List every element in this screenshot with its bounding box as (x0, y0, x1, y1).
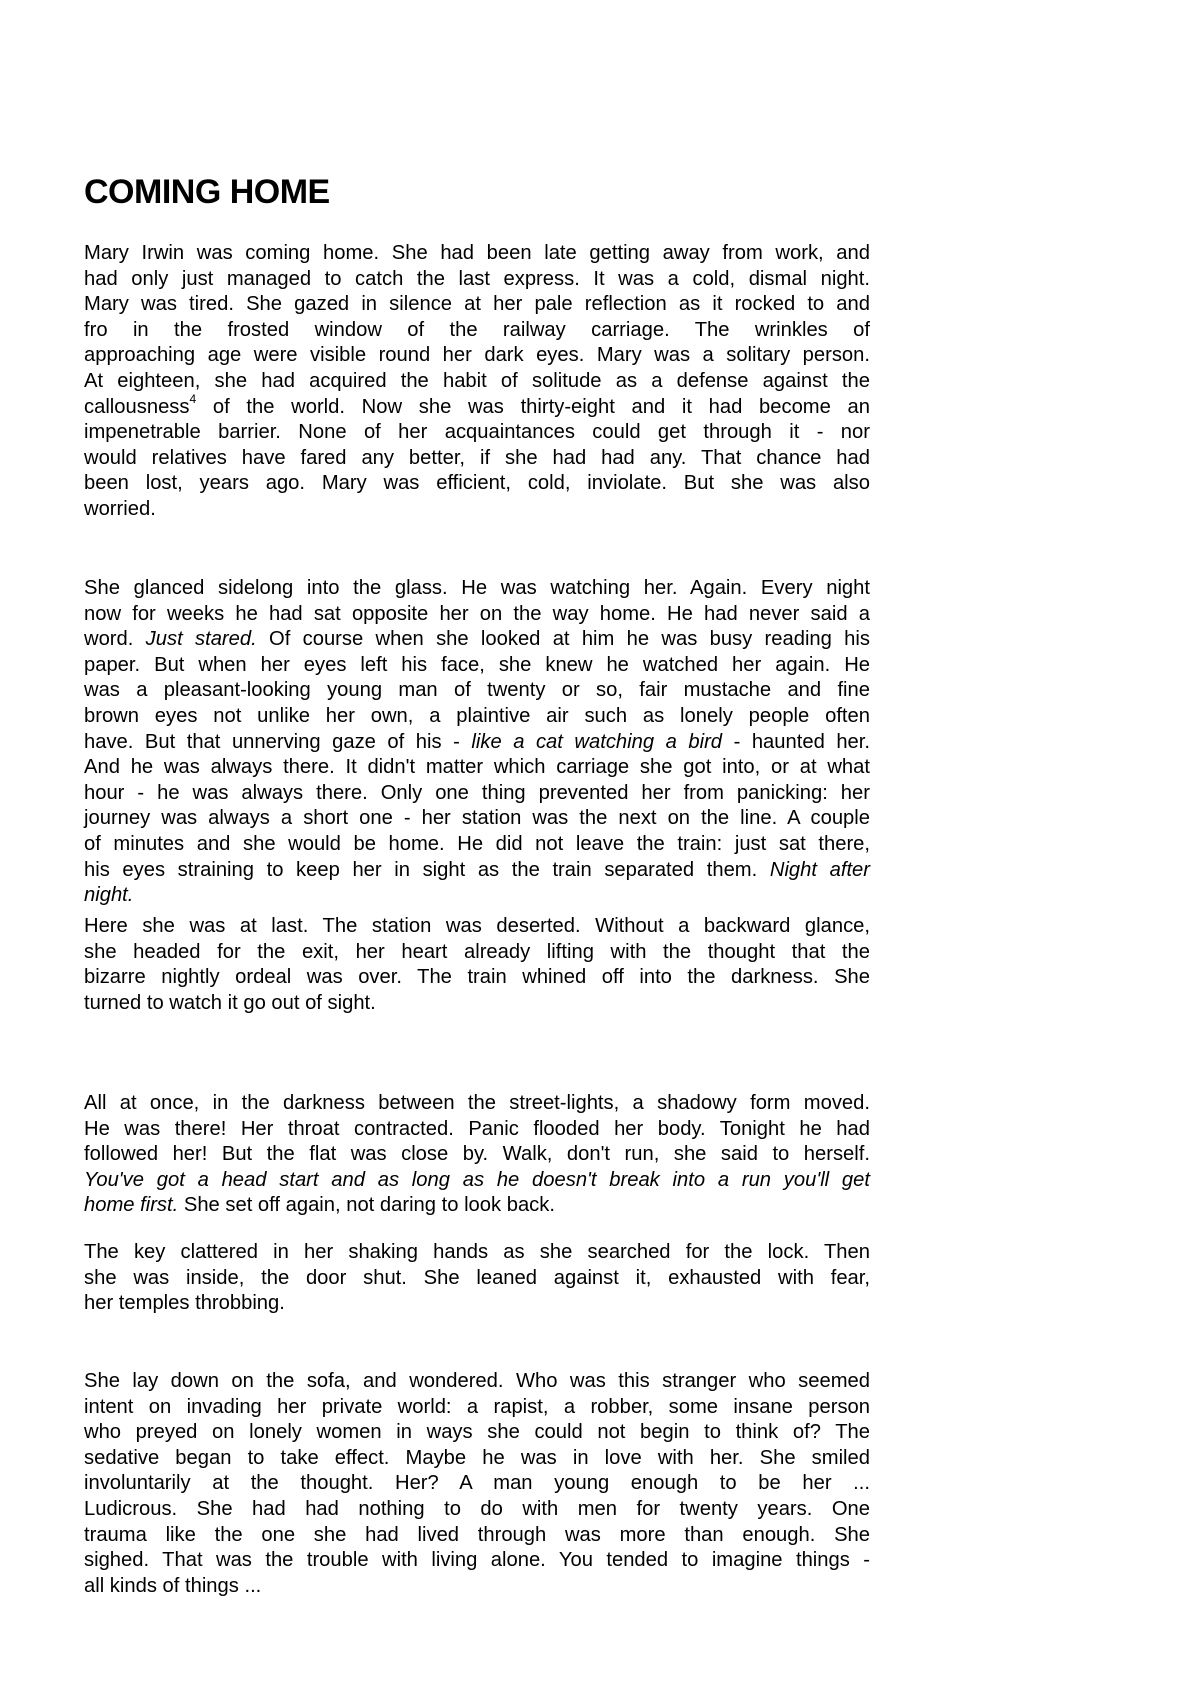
text-line (84, 602, 870, 628)
line-text: had only just managed to catch the last express. It was a cold, dismal night. (84, 267, 870, 290)
text-line (84, 1523, 870, 1549)
text-line (84, 781, 870, 807)
paragraph-4 (84, 1091, 870, 1219)
line-text: Ludicrous. She had had nothing to do with men for twenty years. One (84, 1497, 870, 1520)
line-text: she was inside, the door shut. She leaned against it, exhausted with fear, (84, 1266, 870, 1289)
text-line (84, 1420, 870, 1446)
text-line (84, 369, 870, 395)
text-line (84, 1471, 870, 1497)
text-line (84, 806, 870, 832)
line-text: journey was always a short one - her station was the next on the line. A couple (84, 807, 870, 830)
line-text: her temples throbbing. (84, 1292, 285, 1315)
text-line (84, 1291, 870, 1317)
line-text: now for weeks he had sat opposite her on the way home. He had never said a (84, 602, 870, 625)
text-line (84, 420, 870, 446)
story-title: COMING HOME (84, 173, 330, 211)
text-line (84, 914, 870, 940)
text-line (84, 471, 870, 497)
line-text: He was there! Her throat contracted. Panic flooded her body. Tonight he had (84, 1117, 870, 1140)
text-line (84, 241, 870, 267)
text-line (84, 832, 870, 858)
line-text: paper. But when her eyes left his face, she knew he watched her again. He (84, 653, 870, 676)
text-line (84, 1497, 870, 1523)
text-line (84, 1369, 870, 1395)
line-text: sedative began to take effect. Maybe he was in love with her. She smiled (84, 1446, 870, 1469)
line-text: approaching age were visible round her dark eyes. Mary was a solitary person. (84, 344, 870, 367)
line-text: trauma like the one she had lived through was more than enough. She (84, 1523, 870, 1546)
line-text: Of course when she looked at him he was busy reading his (256, 628, 870, 651)
line-text: hour - he was always there. Only one thing prevented her from panicking: her (84, 781, 870, 804)
line-text: Mary was tired. She gazed in silence at her pale reflection as it rocked to and (84, 293, 870, 316)
text-line (84, 1266, 870, 1292)
text-line (84, 940, 870, 966)
line-text: callousness (84, 395, 190, 418)
text-line (84, 1193, 870, 1219)
paragraph-1 (84, 241, 870, 523)
line-text: she headed for the exit, her heart already lifting with the thought that the (84, 940, 870, 963)
italic-text: like a cat watching a bird (471, 730, 723, 753)
line-text: intent on invading her private world: a rapist, a robber, some insane person (84, 1395, 870, 1418)
text-line (84, 653, 870, 679)
text-line (84, 576, 870, 602)
text-line (84, 446, 870, 472)
line-text: worried. (84, 497, 156, 520)
line-text: involuntarily at the thought. Her? A man young enough to be her ... (84, 1472, 870, 1495)
line-text: all kinds of things ... (84, 1574, 262, 1597)
line-text: his eyes straining to keep her in sight as the train separated them. (84, 858, 770, 881)
line-text: who preyed on lonely women in ways she could not begin to think of? The (84, 1421, 870, 1444)
text-line (84, 1142, 870, 1168)
italic-text: Just stared. (145, 628, 257, 651)
text-line (84, 391, 870, 421)
line-text: And he was always there. It didn't matter which carriage she got into, or at what (84, 756, 870, 779)
text-line (84, 1548, 870, 1574)
line-text: The key clattered in her shaking hands as she searched for the lock. Then (84, 1241, 870, 1263)
text-line (84, 1168, 870, 1194)
text-line (84, 497, 870, 523)
line-text: sighed. That was the trouble with living alone. You tended to imagine things - (84, 1549, 870, 1572)
text-line (84, 1091, 870, 1117)
text-line (84, 343, 870, 369)
paragraph-5 (84, 1240, 870, 1317)
line-text: She glanced sidelong into the glass. He was watching her. Again. Every night (84, 577, 870, 599)
line-text: At eighteen, she had acquired the habit of solitude as a defense against the (84, 369, 870, 392)
paragraph-2 (84, 576, 870, 909)
line-text: brown eyes not unlike her own, a plaintive air such as lonely people often (84, 704, 870, 727)
text-line (84, 704, 870, 730)
line-text: impenetrable barrier. None of her acquaintances could get through it - nor (84, 421, 870, 444)
line-text: of minutes and she would be home. He did not leave the train: just sat there, (84, 832, 870, 855)
line-text: followed her! But the flat was close by. Walk, don't run, she said to herself. (84, 1143, 870, 1166)
text-line (84, 267, 870, 293)
footnote-marker: 4 (189, 391, 197, 406)
line-text: fro in the frosted window of the railway carriage. The wrinkles of (84, 318, 870, 341)
line-text: would relatives have fared any better, if she had had any. That chance had (84, 446, 870, 469)
line-text: bizarre nightly ordeal was over. The train whined off into the darkness. She (84, 966, 870, 989)
text-line (84, 292, 870, 318)
text-line (84, 730, 870, 756)
italic-text: night. (84, 884, 134, 907)
line-text: Here she was at last. The station was deserted. Without a backward glance, (84, 915, 870, 937)
text-line (84, 858, 870, 884)
text-line (84, 883, 870, 909)
paragraph-3 (84, 914, 870, 1016)
text-line (84, 1446, 870, 1472)
line-text: been lost, years ago. Mary was efficient, cold, inviolate. But she was also (84, 472, 870, 495)
line-text: have. But that unnerving gaze of his - (84, 730, 472, 753)
paragraph-6 (84, 1369, 870, 1599)
text-line (84, 755, 870, 781)
italic-text: home first. (84, 1194, 179, 1217)
text-line (84, 627, 870, 653)
text-line (84, 1395, 870, 1421)
text-line (84, 1117, 870, 1143)
italic-text: Night after (769, 858, 870, 881)
line-text: She lay down on the sofa, and wondered. Who was this stranger who seemed (84, 1370, 870, 1392)
line-text: All at once, in the darkness between the street-lights, a shadowy form moved. (84, 1092, 870, 1114)
line-text: of the world. Now she was thirty-eight and it had become an (196, 395, 870, 418)
line-text: was a pleasant-looking young man of twenty or so, fair mustache and fine (84, 679, 870, 702)
line-text: Mary Irwin was coming home. She had been late getting away from work, and (84, 242, 870, 264)
text-line (84, 1240, 870, 1266)
line-text: word. (84, 628, 146, 651)
line-text: - haunted her. (722, 730, 870, 753)
text-line (84, 678, 870, 704)
line-text: She set off again, not daring to look back. (178, 1194, 555, 1217)
text-line (84, 1574, 870, 1600)
line-text: turned to watch it go out of sight. (84, 991, 376, 1014)
text-line (84, 318, 870, 344)
italic-text: You've got a head start and as long as he doesn't break into a run you'll get (84, 1168, 870, 1191)
text-line (84, 991, 870, 1017)
text-line (84, 965, 870, 991)
